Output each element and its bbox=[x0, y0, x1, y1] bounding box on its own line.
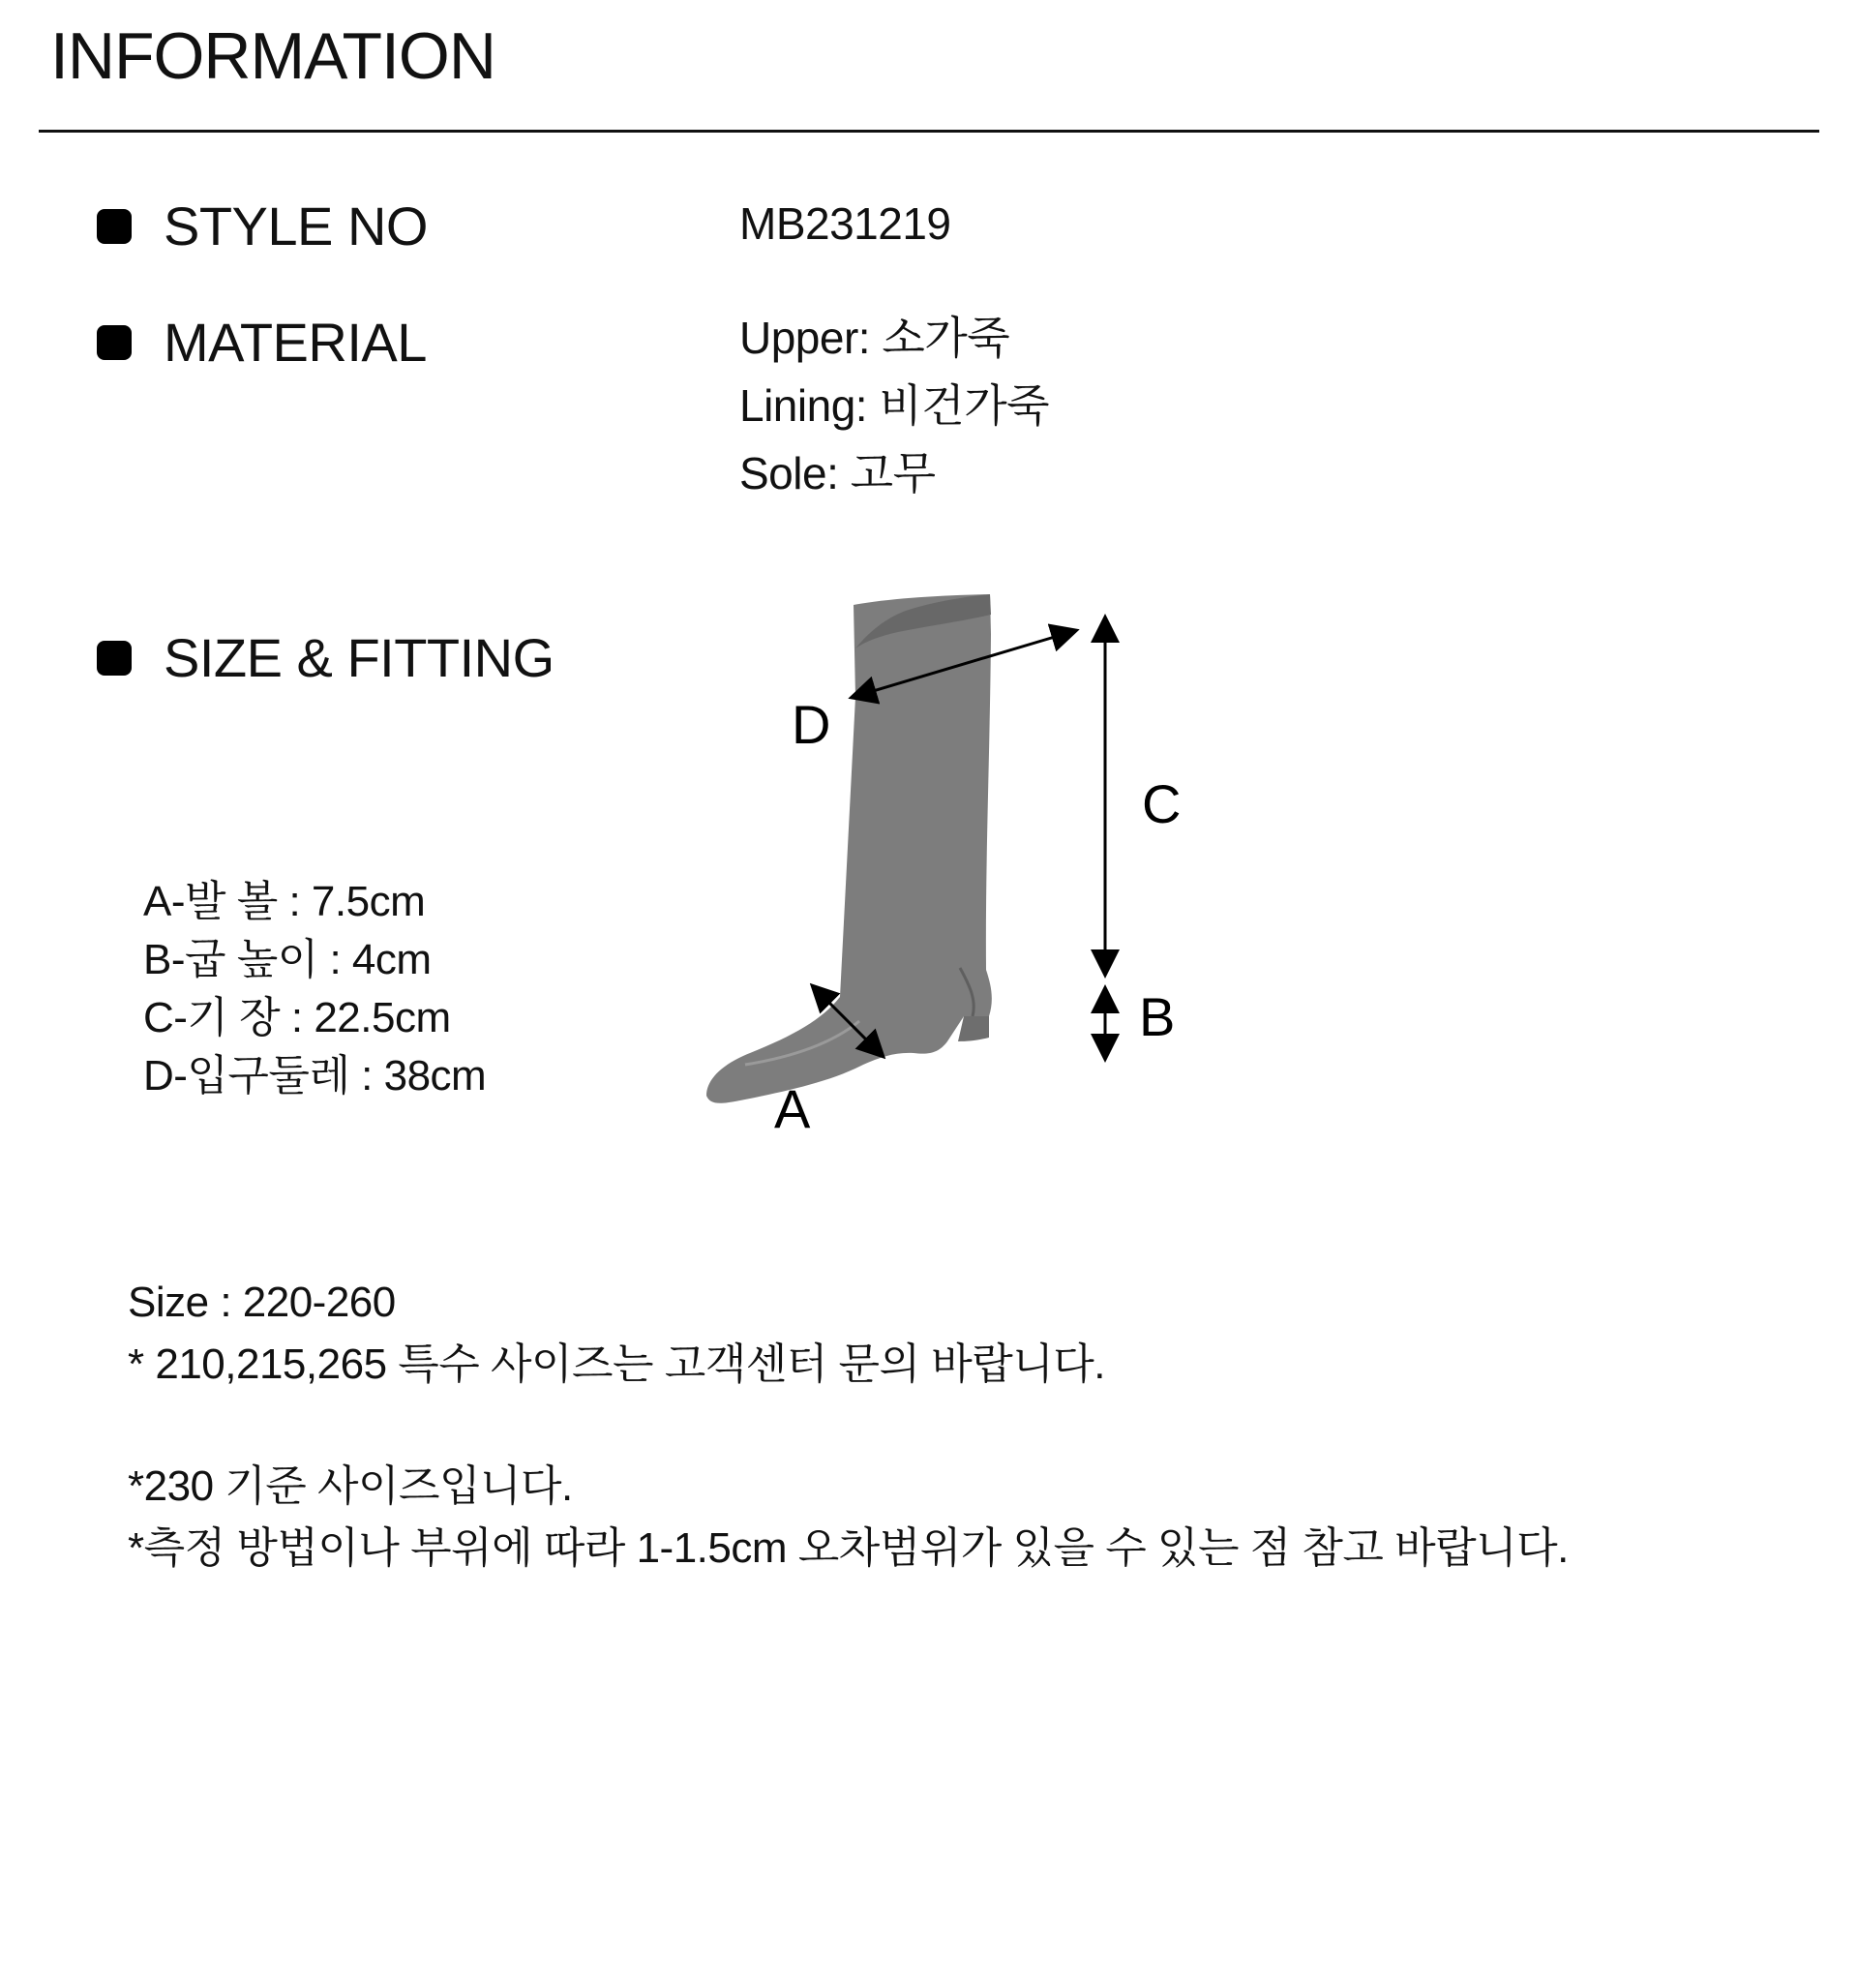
square-bullet-icon bbox=[97, 325, 132, 360]
c-label: C bbox=[1142, 773, 1182, 834]
style-no-label: STYLE NO bbox=[164, 196, 428, 256]
boot-size-diagram bbox=[677, 581, 1258, 1210]
material-sole: Sole: 고무 bbox=[739, 448, 936, 498]
material-row-label bbox=[97, 310, 427, 376]
special-size-note: * 210,215,265 특수 사이즈는 고객센터 문의 바랍니다. bbox=[128, 1340, 1105, 1388]
square-bullet-icon bbox=[97, 641, 132, 676]
size-range-note: Size : 220-260 bbox=[128, 1279, 396, 1326]
b-label: B bbox=[1139, 986, 1176, 1047]
measurement-list bbox=[143, 873, 486, 1105]
style-no-row-label bbox=[97, 194, 428, 259]
square-bullet-icon bbox=[97, 209, 132, 244]
base-size-note: *230 기준 사이즈입니다. bbox=[128, 1462, 573, 1510]
title-divider bbox=[39, 130, 1819, 133]
d-label: D bbox=[792, 694, 831, 755]
boot-illustration bbox=[706, 594, 992, 1103]
boot-heel bbox=[958, 1016, 989, 1041]
measurement-b: B-굽 높이 : 4cm bbox=[143, 936, 432, 983]
a-label: A bbox=[774, 1078, 811, 1139]
page-title: INFORMATION bbox=[50, 19, 495, 93]
style-no-value: MB231219 bbox=[739, 198, 951, 249]
size-fitting-label: SIZE & FITTING bbox=[164, 627, 554, 688]
size-fitting-row-label bbox=[97, 625, 554, 691]
measurement-c: C-기 장 : 22.5cm bbox=[143, 994, 451, 1041]
measurement-a: A-발 볼 : 7.5cm bbox=[143, 878, 426, 925]
measurement-d: D-입구둘레 : 38cm bbox=[143, 1052, 487, 1099]
material-list bbox=[739, 304, 1049, 507]
size-notes bbox=[128, 1272, 1569, 1580]
notes-spacer bbox=[128, 1396, 1569, 1456]
material-lining: Lining: 비건가죽 bbox=[739, 380, 1050, 431]
material-upper: Upper: 소가죽 bbox=[739, 313, 1010, 363]
material-label: MATERIAL bbox=[164, 312, 427, 373]
boot-silhouette bbox=[706, 594, 992, 1103]
tolerance-note: *측정 방법이나 부위에 따라 1-1.5cm 오차범위가 있을 수 있는 점 참고 바랍니다. bbox=[128, 1524, 1569, 1572]
